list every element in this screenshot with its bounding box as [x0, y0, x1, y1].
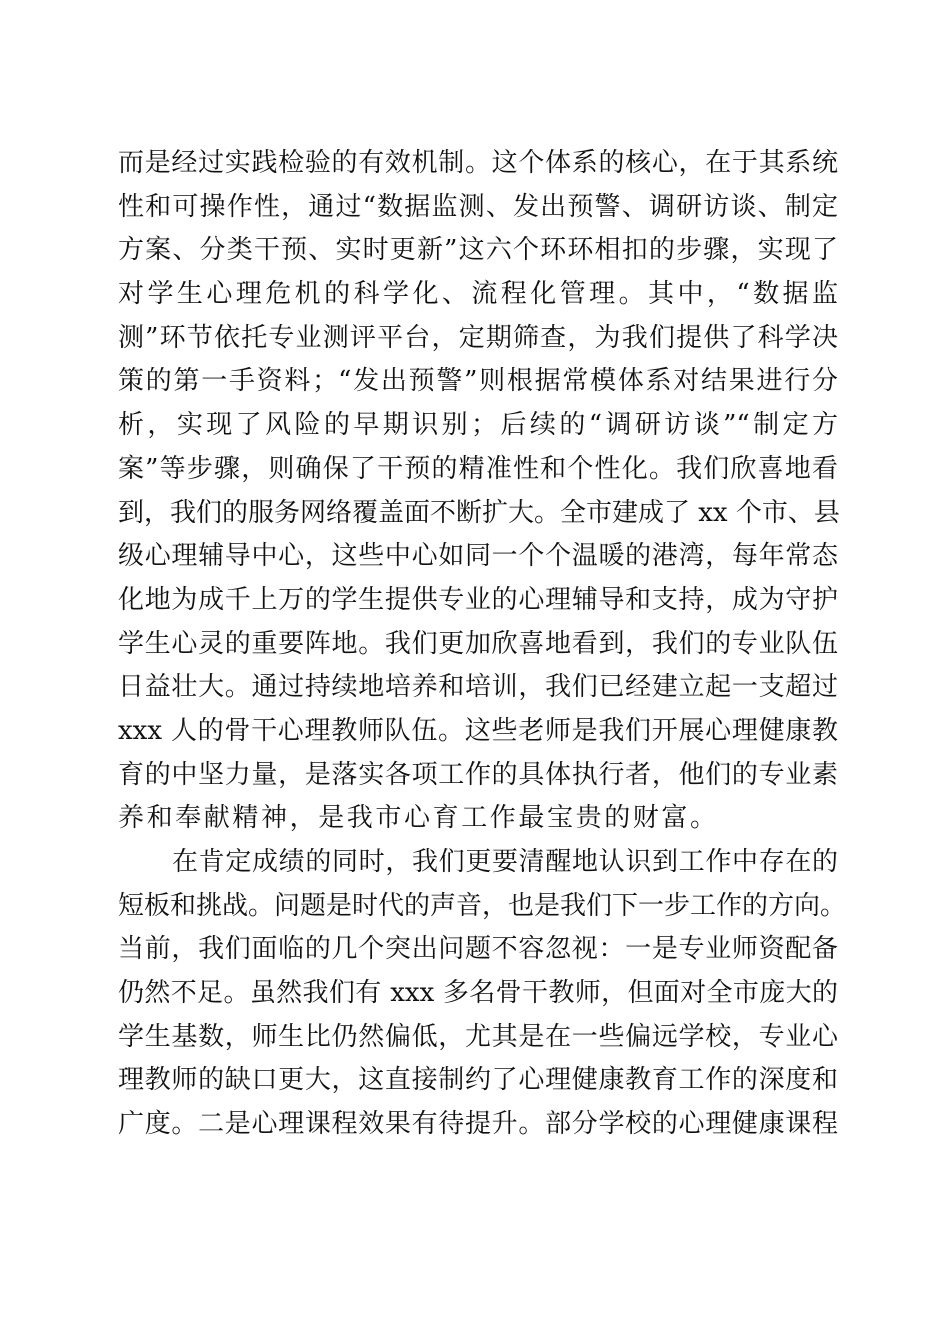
text-line-23: 广度。二是心理课程效果有待提升。部分学校的心理健康课程: [118, 1109, 838, 1140]
text-line-22: 理教师的缺口更大，这直接制约了心理健康教育工作的深度和: [118, 1065, 838, 1096]
text-line-13: 日益壮大。通过持续地培养和培训，我们已经建立起一支超过: [118, 672, 838, 703]
text-line-8: 案”等步骤，则确保了干预的精准性和个性化。我们欣喜地看: [118, 453, 838, 484]
text-line-20: 仍然不足。虽然我们有 xxx 多名骨干教师，但面对全市庞大的: [118, 978, 838, 1009]
text-line-4: 对学生心理危机的科学化、流程化管理。其中，“数据监: [118, 279, 838, 310]
text-line-9: 到，我们的服务网络覆盖面不断扩大。全市建成了 xx 个市、县: [118, 497, 840, 528]
text-line-2: 性和可操作性，通过“数据监测、发出预警、调研访谈、制定: [118, 191, 838, 222]
text-line-15: 育的中坚力量，是落实各项工作的具体执行者，他们的专业素: [118, 759, 838, 790]
text-line-1: 而是经过实践检验的有效机制。这个体系的核心，在于其系统: [118, 148, 838, 178]
text-line-19: 当前，我们面临的几个突出问题不容忽视：一是专业师资配备: [118, 934, 838, 965]
text-line-12: 学生心灵的重要阵地。我们更加欣喜地看到，我们的专业队伍: [118, 628, 838, 659]
text-line-10: 级心理辅导中心，这些中心如同一个个温暖的港湾，每年常态: [118, 541, 838, 572]
text-line-14: xxx 人的骨干心理教师队伍。这些老师是我们开展心理健康教: [118, 715, 838, 746]
text-line-5: 测”环节依托专业测评平台，定期筛查，为我们提供了科学决: [118, 322, 838, 353]
text-line-16: 养和奉献精神，是我市心育工作最宝贵的财富。: [118, 803, 719, 834]
body-text: [118, 142, 847, 1147]
text-line-6: 策的第一手资料；“发出预警”则根据常模体系对结果进行分: [118, 366, 838, 397]
text-line-18: 短板和挑战。问题是时代的声音，也是我们下一步工作的方向。: [118, 890, 847, 921]
text-line-17: 在肯定成绩的同时，我们更要清醒地认识到工作中存在的: [172, 847, 838, 877]
text-line-3: 方案、分类干预、实时更新”这六个环环相扣的步骤，实现了: [118, 235, 838, 266]
text-line-21: 学生基数，师生比仍然偏低，尤其是在一些偏远学校，专业心: [118, 1021, 838, 1052]
text-line-7: 析，实现了风险的早期识别；后续的“调研访谈”“制定方: [118, 410, 838, 441]
text-line-11: 化地为成千上万的学生提供专业的心理辅导和支持，成为守护: [118, 584, 838, 615]
